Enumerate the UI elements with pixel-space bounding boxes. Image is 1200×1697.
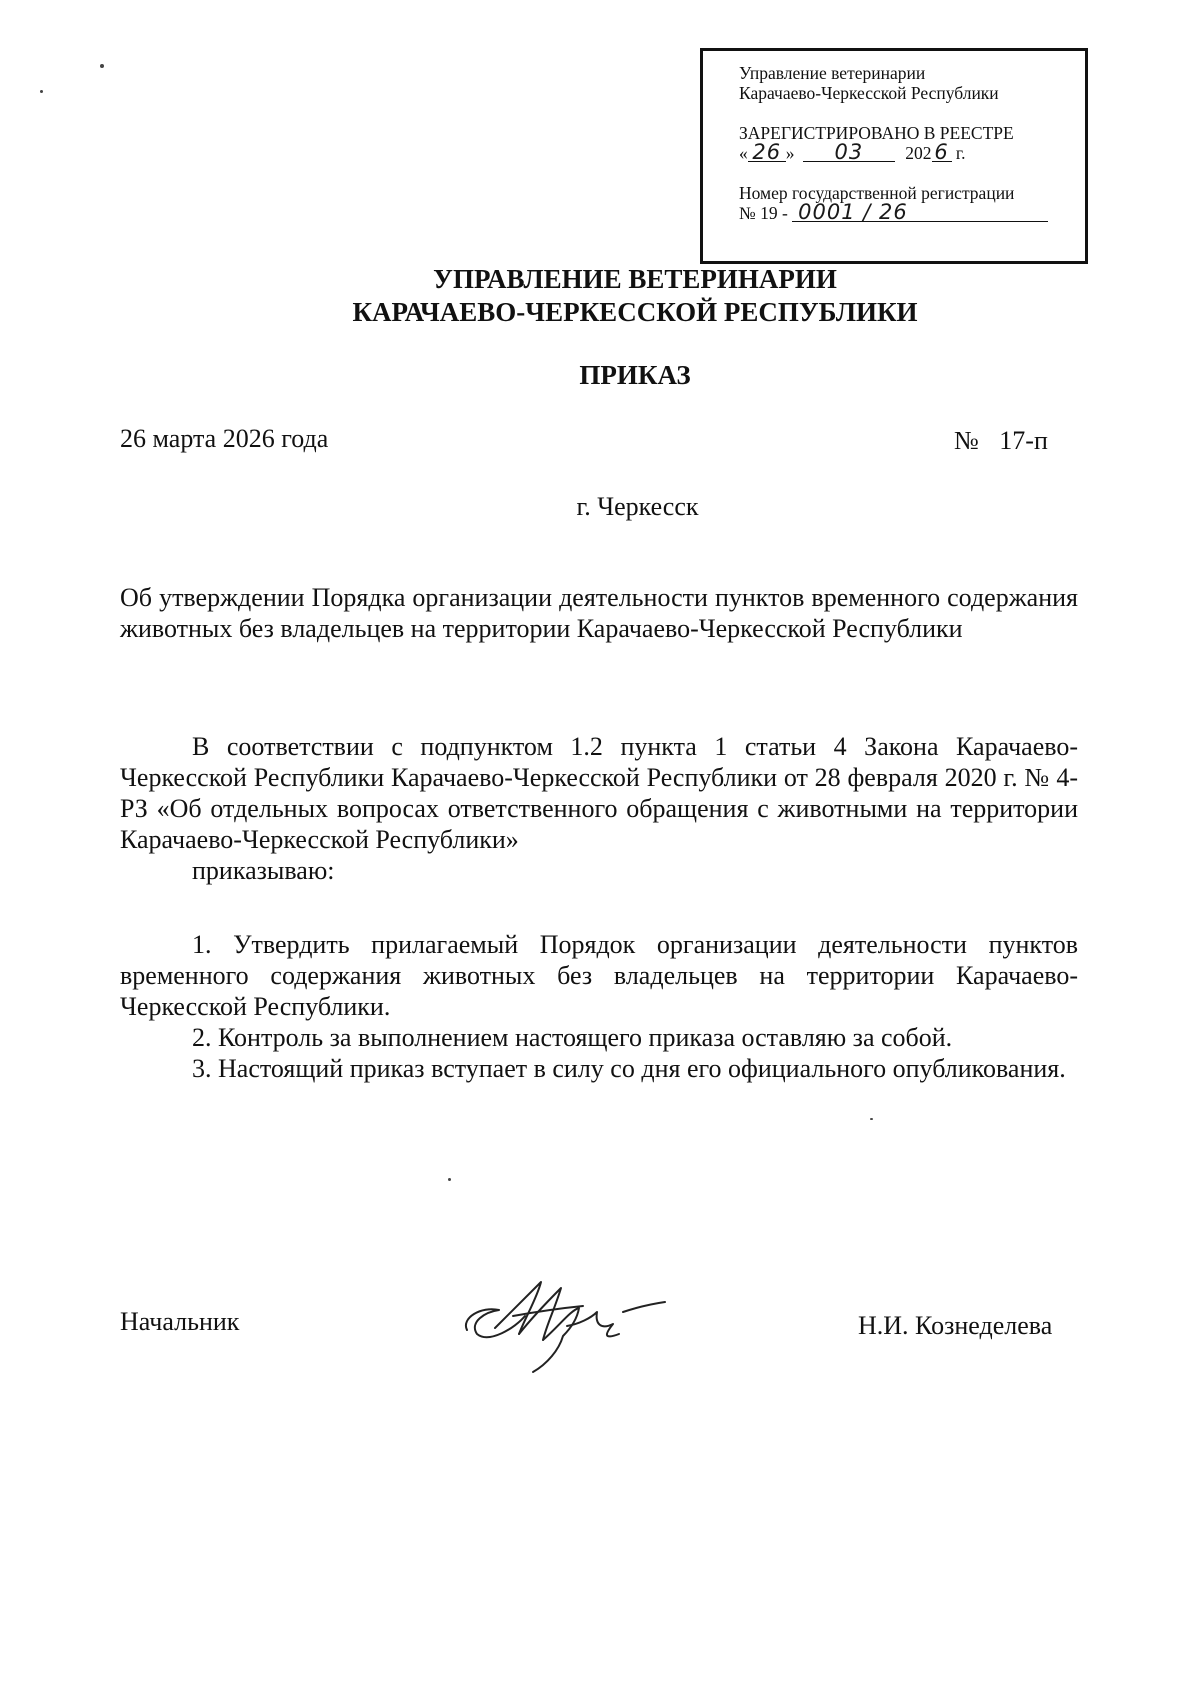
stamp-reg-label: Номер государственной регистрации [739,183,1015,203]
order-item-3: 3. Настоящий приказ вступает в силу со дня его официального опубликования. [192,1054,1066,1083]
stamp-org-line1: Управление ветеринарии [739,63,926,83]
stamp-date-line [739,140,1077,164]
organization-name [0,263,1200,329]
order-city: г. Черкесск [576,492,699,521]
stamp-year-prefix: 202 [905,143,932,163]
stamp-reg-number: 0001 / 26 [792,203,1048,222]
signer-name: Н.И. Кознеделева [858,1311,1053,1340]
stamp-quote-close: » [785,143,795,163]
signer-position: Начальник [120,1307,240,1336]
scan-speck [870,1118,873,1120]
order-preamble: В соответствии с подпунктом 1.2 пункта 1 статьи 4 Закона Карачаево-Черкесской Республики Карачаево-Черкесской Республики от 28 февраля 2020 г. № 4-РЗ «Об отдельных вопросах ответственного обращения с животными на территории Карачаево-Черкесской Республики» [120,732,1078,854]
scan-speck [448,1178,451,1181]
stamp-reg-line [739,200,1077,224]
document-type: ПРИКАЗ [579,360,691,390]
order-number: № 17-п [954,426,1048,455]
order-word: приказываю: [192,856,335,885]
order-date: 26 марта 2026 года [120,424,329,453]
order-item-2: 2. Контроль за выполнением настоящего приказа оставляю за собой. [192,1023,953,1052]
order-item-1: 1. Утвердить прилагаемый Порядок организации деятельности пунктов временного содержания животных без владельцев на территории Карачаево-Черкесской Республики. [120,930,1078,1021]
stamp-day: 26 [748,143,786,162]
stamp-registered-label: ЗАРЕГИСТРИРОВАНО В РЕЕСТРЕ [739,123,1014,143]
stamp-year-digit: 6 [932,143,952,162]
org-line1: УПРАВЛЕНИЕ ВЕТЕРИНАРИИ [433,264,837,294]
stamp-org-line2: Карачаево-Черкесской Республики [739,83,999,103]
stamp-year-suffix: г. [951,143,966,163]
stamp-month: 03 [803,143,895,162]
scan-speck [40,90,43,93]
org-line2: КАРАЧАЕВО-ЧЕРКЕССКОЙ РЕСПУБЛИКИ [352,297,918,327]
stamp-reg-prefix: № 19 - [739,203,788,223]
handwritten-signature [455,1268,685,1378]
order-subject: Об утверждении Порядка организации деятельности пунктов временного содержания животных без владельцев на территории Карачаево-Черкесской Республики [120,583,1078,643]
scan-speck [100,64,104,68]
registration-stamp [700,48,1088,264]
stamp-quote-open: « [739,143,748,163]
